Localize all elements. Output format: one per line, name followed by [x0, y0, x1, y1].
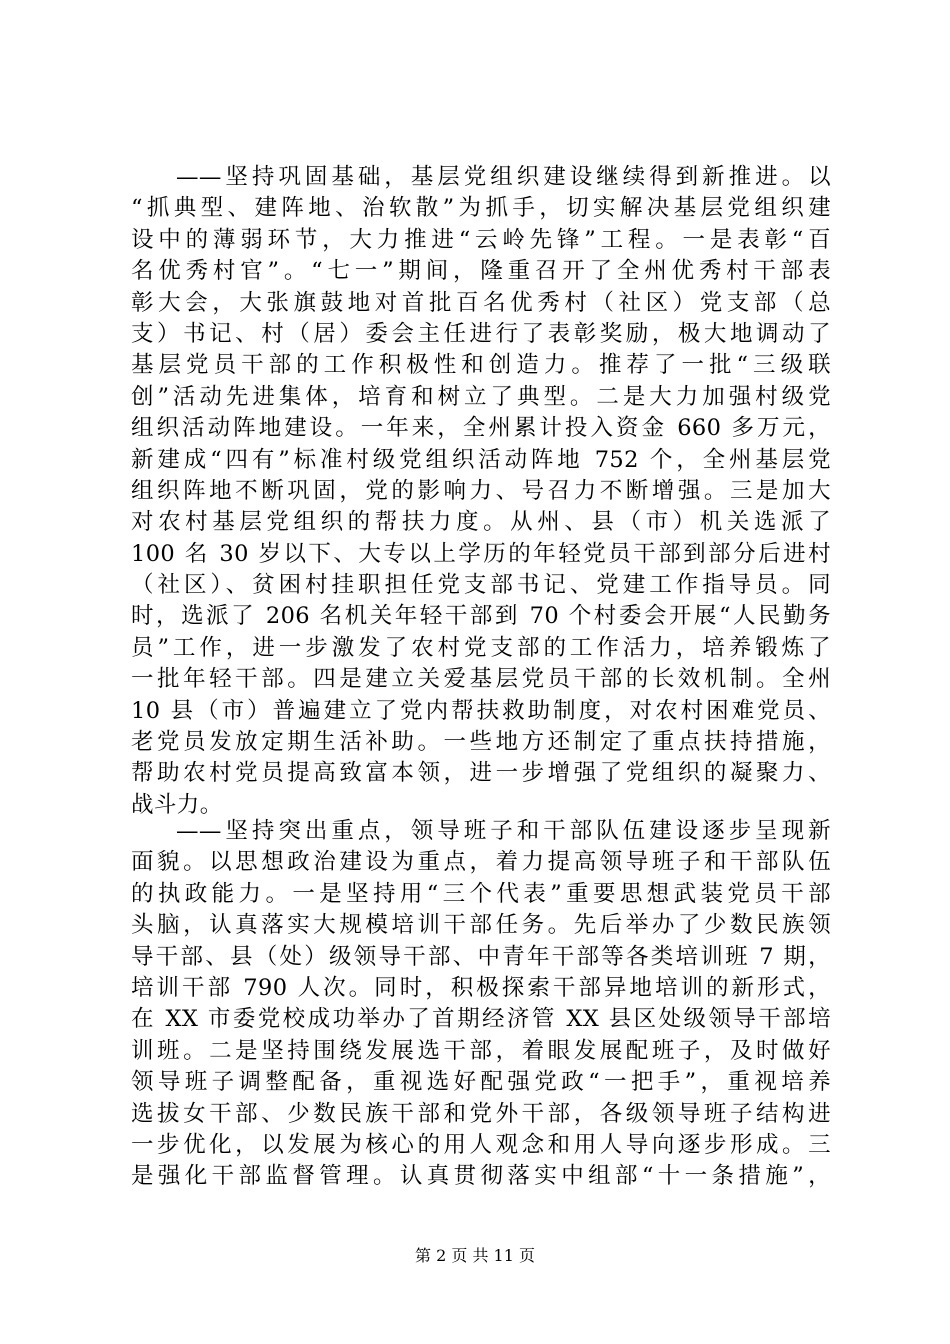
page-number-label: 第 2 页 共 11 页	[415, 1246, 535, 1265]
paragraph-1-line: 帮助农村党员提高致富本领，进一步增强了党组织的凝聚力、	[131, 760, 831, 787]
paragraph-1-line: 战斗力。	[131, 791, 223, 818]
paragraph-1-line: 时，选派了 206 名机关年轻干部到 70 个村委会开展“人民勤务	[131, 603, 831, 630]
paragraph-1-line: 设中的薄弱环节，大力推进“云岭先锋”工程。一是表彰“百	[131, 226, 831, 253]
paragraph-1-line: 彰大会，大张旗鼓地对首批百名优秀村（社区）党支部（总	[131, 289, 831, 316]
paragraph-2-line: 是强化干部监督管理。认真贯彻落实中组部“十一条措施”，	[131, 1163, 831, 1190]
paragraph-2-line: 的执政能力。一是坚持用“三个代表”重要思想武装党员干部	[131, 880, 831, 907]
paragraph-1-line: 一批年轻干部。四是建立关爱基层党员干部的长效机制。全州	[131, 666, 831, 693]
paragraph-2-line: ——坚持突出重点，领导班子和干部队伍建设逐步呈现新	[176, 818, 831, 844]
paragraph-1-line: 组织阵地不断巩固，党的影响力、号召力不断增强。三是加大	[131, 477, 831, 504]
paragraph-1-line: ——坚持巩固基础，基层党组织建设继续得到新推进。以	[176, 164, 831, 190]
paragraph-2-line: 领导班子调整配备，重视选好配强党政“一把手”，重视培养	[131, 1069, 831, 1096]
paragraph-1-line: 名优秀村官”。“七一”期间，隆重召开了全州优秀村干部表	[131, 258, 831, 285]
page-footer	[0, 1246, 950, 1266]
paragraph-2-line: 面貌。以思想政治建设为重点，着力提高领导班子和干部队伍	[131, 849, 831, 876]
paragraph-1-line: 老党员发放定期生活补助。一些地方还制定了重点扶持措施，	[131, 729, 831, 756]
paragraph-1-line: 组织活动阵地建设。一年来，全州累计投入资金 660 多万元，	[131, 415, 831, 442]
paragraph-1-line: 员”工作，进一步激发了农村党支部的工作活力，培养锻炼了	[131, 634, 831, 661]
paragraph-2-line: 训班。二是坚持围绕发展选干部，着眼发展配班子，及时做好	[131, 1037, 831, 1064]
paragraph-1-line: 基层党员干部的工作积极性和创造力。推荐了一批“三级联	[131, 352, 831, 379]
paragraph-2-line: 一步优化，以发展为核心的用人观念和用人导向逐步形成。三	[131, 1131, 831, 1158]
paragraph-1-line: 10 县（市）普遍建立了党内帮扶救助制度，对农村困难党员、	[131, 697, 831, 724]
paragraph-2-line: 培训干部 790 人次。同时，积极探索干部异地培训的新形式，	[131, 974, 831, 1001]
paragraph-1	[131, 162, 831, 821]
paragraph-1-line: （社区）、贫困村挂职担任党支部书记、党建工作指导员。同	[131, 572, 831, 599]
paragraph-1-line: 对农村基层党组织的帮扶力度。从州、县（市）机关选派了	[131, 509, 831, 536]
paragraph-1-line: 支）书记、村（居）委会主任进行了表彰奖励，极大地调动了	[131, 320, 831, 347]
paragraph-1-line: 100 名 30 岁以下、大专以上学历的年轻党员干部到部分后进村	[131, 540, 831, 567]
paragraph-1-line: 新建成“四有”标准村级党组织活动阵地 752 个，全州基层党	[131, 446, 831, 473]
paragraph-2-line: 导干部、县（处）级领导干部、中青年干部等各类培训班 7 期，	[131, 943, 831, 970]
paragraph-2-line: 选拔女干部、少数民族干部和党外干部，各级领导班子结构进	[131, 1100, 831, 1127]
paragraph-1-line: “抓典型、建阵地、治软散”为抓手，切实解决基层党组织建	[131, 195, 831, 222]
paragraph-2-line: 头脑，认真落实大规模培训干部任务。先后举办了少数民族领	[131, 912, 831, 939]
paragraph-2	[131, 816, 831, 1193]
paragraph-2-line: 在 XX 市委党校成功举办了首期经济管 XX 县区处级领导干部培	[131, 1006, 831, 1033]
paragraph-1-line: 创”活动先进集体，培育和树立了典型。二是大力加强村级党	[131, 383, 831, 410]
